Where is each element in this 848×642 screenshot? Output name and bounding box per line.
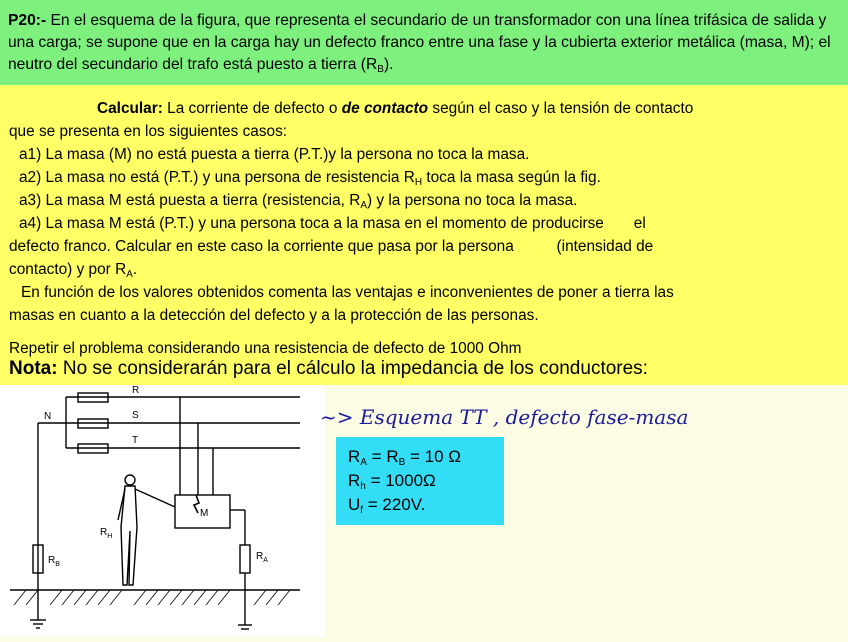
calc-line	[97, 100, 693, 118]
circuit-diagram	[0, 385, 325, 637]
values-box	[336, 437, 504, 525]
case-a2-sub: H	[414, 177, 423, 188]
rb-subscript: B	[377, 64, 384, 75]
label-rb: $R_B$	[48, 555, 60, 568]
case-a4-line1: a4) La masa M está (P.T.) y una persona toca a la masa en el momento de producirse el	[19, 215, 646, 232]
calc-line-2: que se presenta en los siguientes casos:	[9, 123, 288, 140]
problem-text: En el esquema de la figura, que representa el secundario de un transformador con una línea trifásica de salida y una carga; se supone que en la carga hay un defecto franco entre una fase y la cubierta exterior metálica (masa, M); el neutro del secundario del trafo está puesto a tierra (R	[8, 12, 831, 73]
label-t: T	[132, 435, 139, 446]
label-m: M	[200, 508, 209, 519]
calc-text: La corriente de defecto o	[167, 100, 338, 117]
comment-line2: masas en cuanto a la detección del defecto y a la protección de las personas.	[9, 307, 539, 324]
case-a2-text: a2) La masa no está (P.T.) y una persona de resistencia R	[19, 169, 415, 186]
case-a3-text: a3) La masa M está puesta a tierra (resistencia, R	[19, 192, 361, 209]
comment-line1: En función de los valores obtenidos comenta las ventajas e inconvenientes de poner a tierra las	[21, 284, 674, 301]
value-rh: $R_h = 1000\Omega$	[348, 471, 436, 492]
case-a2	[19, 169, 601, 187]
problem-text-tail: ).	[383, 56, 394, 73]
label-rh: $R_H$	[100, 527, 113, 540]
case-a3-text-2: ) y la persona no toca la masa.	[366, 192, 578, 209]
case-a1: a1) La masa (M) no está puesta a tierra (P.T.)y la persona no toca la masa.	[19, 146, 530, 163]
case-a4-sub: A	[126, 269, 133, 280]
case-a2-text-2: toca la masa según la fig.	[426, 169, 601, 186]
problem-id: P20:-	[8, 12, 47, 29]
note-text: No se considerarán para el cálculo la impedancia de los conductores:	[62, 358, 648, 379]
value-uf: $U_f = 220V$.	[348, 495, 426, 516]
value-ra-rb: $R_A = R_B = 10$ Ω	[348, 447, 461, 468]
handwritten-note: ~> Esquema TT , defecto fase-masa	[320, 405, 689, 429]
case-a4-line2: defecto franco. Calcular en este caso la corriente que pasa por la persona (intensidad de	[9, 238, 654, 255]
case-a4-tail: .	[132, 261, 138, 278]
case-a3	[19, 192, 577, 210]
case-a4-line3	[9, 261, 137, 279]
calc-text-2: según el caso y la tensión de contacto	[432, 100, 694, 117]
label-s: S	[132, 410, 139, 421]
case-a4-text: contacto) y por R	[9, 261, 127, 278]
note-line	[9, 358, 648, 380]
case-a3-sub: A	[360, 200, 367, 211]
calc-label: Calcular:	[97, 100, 163, 117]
label-ra: $R_A$	[256, 551, 268, 564]
problem-statement	[0, 0, 848, 85]
calc-emphasis: de contacto	[341, 100, 429, 117]
label-n: N	[44, 411, 52, 422]
repeat-line: Repetir el problema considerando una resistencia de defecto de 1000 Ohm	[9, 340, 522, 357]
note-label: Nota:	[9, 358, 58, 379]
circuit-svg	[0, 385, 325, 637]
label-r: R	[132, 385, 140, 396]
